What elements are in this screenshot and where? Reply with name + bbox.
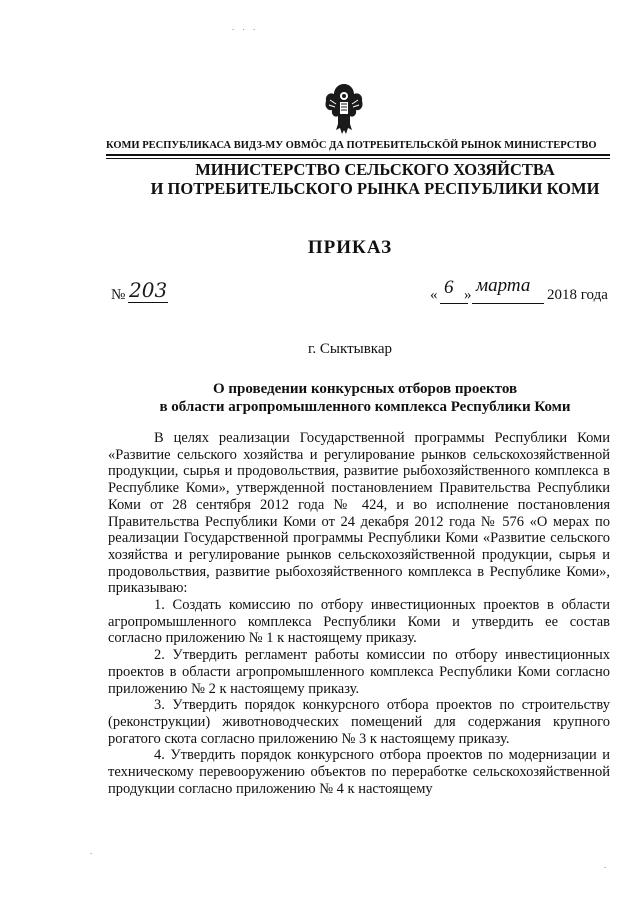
city: г. Сыктывкар (307, 341, 393, 357)
header-rule-thick (106, 154, 610, 156)
preamble-paragraph: В целях реализации Государственной программы Республики Коми «Развитие сельского хозяйства и регулирование рынков сельскохозяйственной продукции, сырья и продовольствия, развитие рыбохозяйственного комплекса в Республике Коми», утвержденной постановлением Правительства Республики Коми от 28 сентября 2012 года № 424, и во исполнение постановления Правительства Республики Коми от 24 декабря 2012 года № 576 «О мерах по реализации Государственной программы Республики Коми «Развитие сельского хозяйства и регулирование рынков сельскохозяйственной продукции, сырья и продовольствия, развитие рыбохозяйственного комплекса в Республике Коми», приказываю: (108, 430, 610, 597)
order-subject-line-1: О проведении конкурсных отборов проектов (212, 381, 518, 397)
date-day-underline (440, 303, 468, 304)
komi-language-ministry-line: КОМИ РЕСПУБЛИКАСА ВИДЗ-МУ ОВМÖС ДА ПОТРЕБИТЕЛЬСКÖЙ РЫНОК МИНИСТЕРСТВО (106, 140, 597, 151)
scan-noise-bottom-right: . (604, 860, 610, 870)
item-paragraph-4: 4. Утвердить порядок конкурсного отбора проектов по модернизации и техническому перевооружению объектов по переработке сельскохозяйственной продукции согласно приложению № 4 к настоящему (108, 747, 610, 797)
order-subject-line-2: в области агропромышленного комплекса Республики Коми (159, 399, 571, 415)
order-body (108, 430, 610, 797)
ministry-name-line-2: И ПОТРЕБИТЕЛЬСКОГО РЫНКА РЕСПУБЛИКИ КОМИ (150, 179, 600, 198)
order-number-label: № (111, 287, 126, 303)
header-rule-thin (106, 158, 610, 159)
ministry-name (140, 160, 610, 198)
date-day-handwritten: 6 (444, 277, 454, 298)
item-paragraph-3: 3. Утвердить порядок конкурсного отбора проектов по строительству (реконструкции) животноводческих помещений для содержания крупного рогатого скота согласно приложению № 3 к настоящему приказу. (108, 697, 610, 747)
scan-noise-bottom: . (90, 846, 96, 856)
order-number-underline (128, 302, 168, 303)
document-type-title: ПРИКАЗ (307, 237, 393, 258)
order-number-handwritten: 203 (129, 278, 168, 302)
ministry-name-line-1: МИНИСТЕРСТВО СЕЛЬСКОГО ХОЗЯЙСТВА (195, 160, 555, 179)
komi-coat-of-arms-icon (322, 80, 366, 138)
date-month-underline (472, 303, 544, 304)
date-close-quote: » (464, 287, 472, 303)
item-paragraph-1: 1. Создать комиссию по отбору инвестиционных проектов в области агропромышленного комплекса Республики Коми и утвердить ее состав согласно приложению № 1 к настоящему приказу. (108, 597, 610, 647)
date-year: 2018 года (547, 287, 608, 303)
order-subject (120, 380, 610, 416)
date-month-handwritten: марта (476, 275, 531, 296)
item-paragraph-2: 2. Утвердить регламент работы комиссии по отбору инвестиционных проектов в области агропромышленного комплекса Республики Коми согласно приложению № 2 к настоящему приказу. (108, 647, 610, 697)
date-open-quote: « (430, 287, 438, 303)
scan-noise: . . . (232, 22, 259, 32)
